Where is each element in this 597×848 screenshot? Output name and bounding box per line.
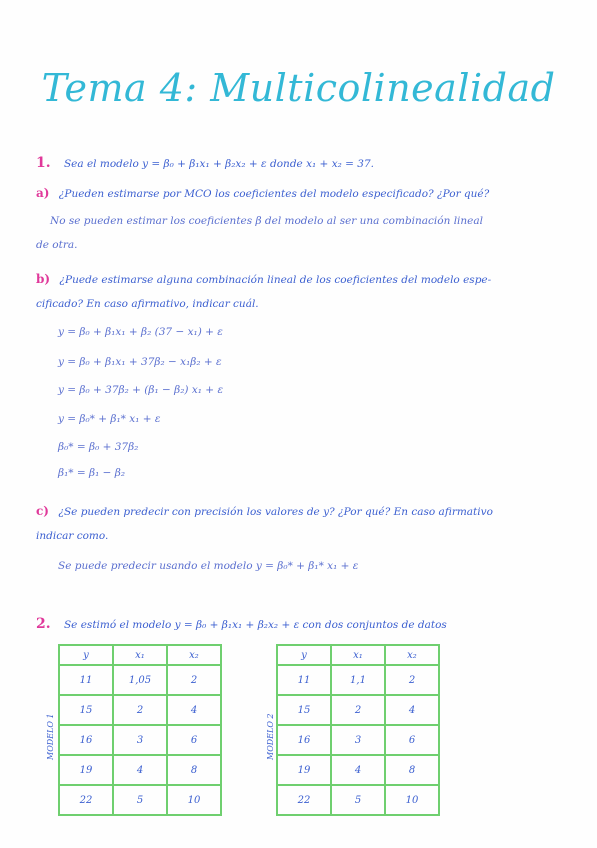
table-cell: 2	[331, 695, 385, 725]
table-cell: 11	[277, 665, 331, 695]
table-cell: 4	[113, 755, 167, 785]
q1a-answer-2: de otra.	[36, 239, 78, 251]
table-cell: 6	[385, 725, 439, 755]
q1b-question-1	[36, 272, 576, 286]
table-header-row	[277, 645, 439, 665]
table-cell: 5	[113, 785, 167, 815]
table-cell: 4	[167, 695, 221, 725]
table-cell: 2	[167, 665, 221, 695]
table-row	[59, 695, 221, 725]
table-cell: 1,05	[113, 665, 167, 695]
header-cell: x₂	[167, 645, 221, 665]
table-cell: 10	[385, 785, 439, 815]
q1b-question-2: cificado? En caso afirmativo, indicar cuál.	[36, 298, 259, 310]
q1-text: Sea el modelo y = β₀ + β₁x₁ + β₂x₂ + ε donde x₁ + x₂ = 37.	[63, 158, 374, 170]
table-row	[277, 695, 439, 725]
table-cell: 22	[59, 785, 113, 815]
q2-statement	[36, 616, 576, 632]
table-cell: 6	[167, 725, 221, 755]
model1-table	[58, 644, 222, 816]
q1c-text-1: ¿Se pueden predecir con precisión los valores de y? ¿Por qué? En caso afirmativo	[58, 506, 493, 518]
equation-4: y = β₀* + β₁* x₁ + ε	[58, 413, 161, 425]
q1c-answer: Se puede predecir usando el modelo y = β₀* + β₁* x₁ + ε	[58, 560, 359, 572]
table-cell: 8	[167, 755, 221, 785]
table-row	[59, 755, 221, 785]
table-row	[59, 725, 221, 755]
equation-6: β₁* = β₁ − β₂	[58, 467, 126, 479]
q1c-question-2: indicar como.	[36, 530, 109, 542]
equation-2: y = β₀ + β₁x₁ + 37β₂ − x₁β₂ + ε	[58, 356, 222, 368]
q2-text: Se estimó el modelo y = β₀ + β₁x₁ + β₂x₂ + ε con dos conjuntos de datos	[63, 619, 447, 631]
header-cell: y	[277, 645, 331, 665]
table-row	[277, 725, 439, 755]
table-cell: 19	[277, 755, 331, 785]
q1b-text-1: ¿Puede estimarse alguna combinación lineal de los coeficientes del modelo espe-	[59, 274, 492, 286]
q1b-label: b)	[36, 272, 51, 286]
q1a-answer-1: No se pueden estimar los coeficientes β del modelo al ser una combinación lineal	[50, 215, 484, 227]
q1-number: 1.	[36, 155, 51, 171]
table-cell: 8	[385, 755, 439, 785]
q1a-text: ¿Pueden estimarse por MCO los coeficientes del modelo especificado? ¿Por qué?	[58, 188, 490, 200]
table-header-row	[59, 645, 221, 665]
table-cell: 1,1	[331, 665, 385, 695]
table-cell: 5	[331, 785, 385, 815]
table-cell: 10	[167, 785, 221, 815]
q1-statement	[36, 155, 576, 171]
table-row	[277, 755, 439, 785]
table-cell: 15	[277, 695, 331, 725]
header-cell: y	[59, 645, 113, 665]
header-cell: x₁	[331, 645, 385, 665]
equation-1: y = β₀ + β₁x₁ + β₂ (37 − x₁) + ε	[58, 326, 223, 338]
table-cell: 19	[59, 755, 113, 785]
q1a-label: a)	[36, 186, 50, 200]
header-cell: x₁	[113, 645, 167, 665]
equation-3: y = β₀ + 37β₂ + (β₁ − β₂) x₁ + ε	[58, 384, 224, 396]
table-cell: 3	[113, 725, 167, 755]
table-cell: 16	[277, 725, 331, 755]
table-cell: 4	[385, 695, 439, 725]
table-cell: 2	[113, 695, 167, 725]
table-cell: 22	[277, 785, 331, 815]
table-cell: 16	[59, 725, 113, 755]
model1-label: MODELO 1	[46, 713, 55, 760]
table-row	[59, 785, 221, 815]
table-row	[59, 665, 221, 695]
table-cell: 4	[331, 755, 385, 785]
header-cell: x₂	[385, 645, 439, 665]
q1c-label: c)	[36, 504, 49, 518]
table-cell: 2	[385, 665, 439, 695]
table-cell: 15	[59, 695, 113, 725]
equation-5: β₀* = β₀ + 37β₂	[58, 441, 139, 453]
table-cell: 11	[59, 665, 113, 695]
table-cell: 3	[331, 725, 385, 755]
model2-label: MODELO 2	[266, 713, 275, 760]
table-row	[277, 785, 439, 815]
model2-table	[276, 644, 440, 816]
page-title: Tema 4: Multicolinealidad	[41, 66, 556, 110]
table-row	[277, 665, 439, 695]
q1c-question-1	[36, 504, 576, 518]
q2-number: 2.	[36, 616, 51, 632]
q1a-question	[36, 186, 576, 200]
